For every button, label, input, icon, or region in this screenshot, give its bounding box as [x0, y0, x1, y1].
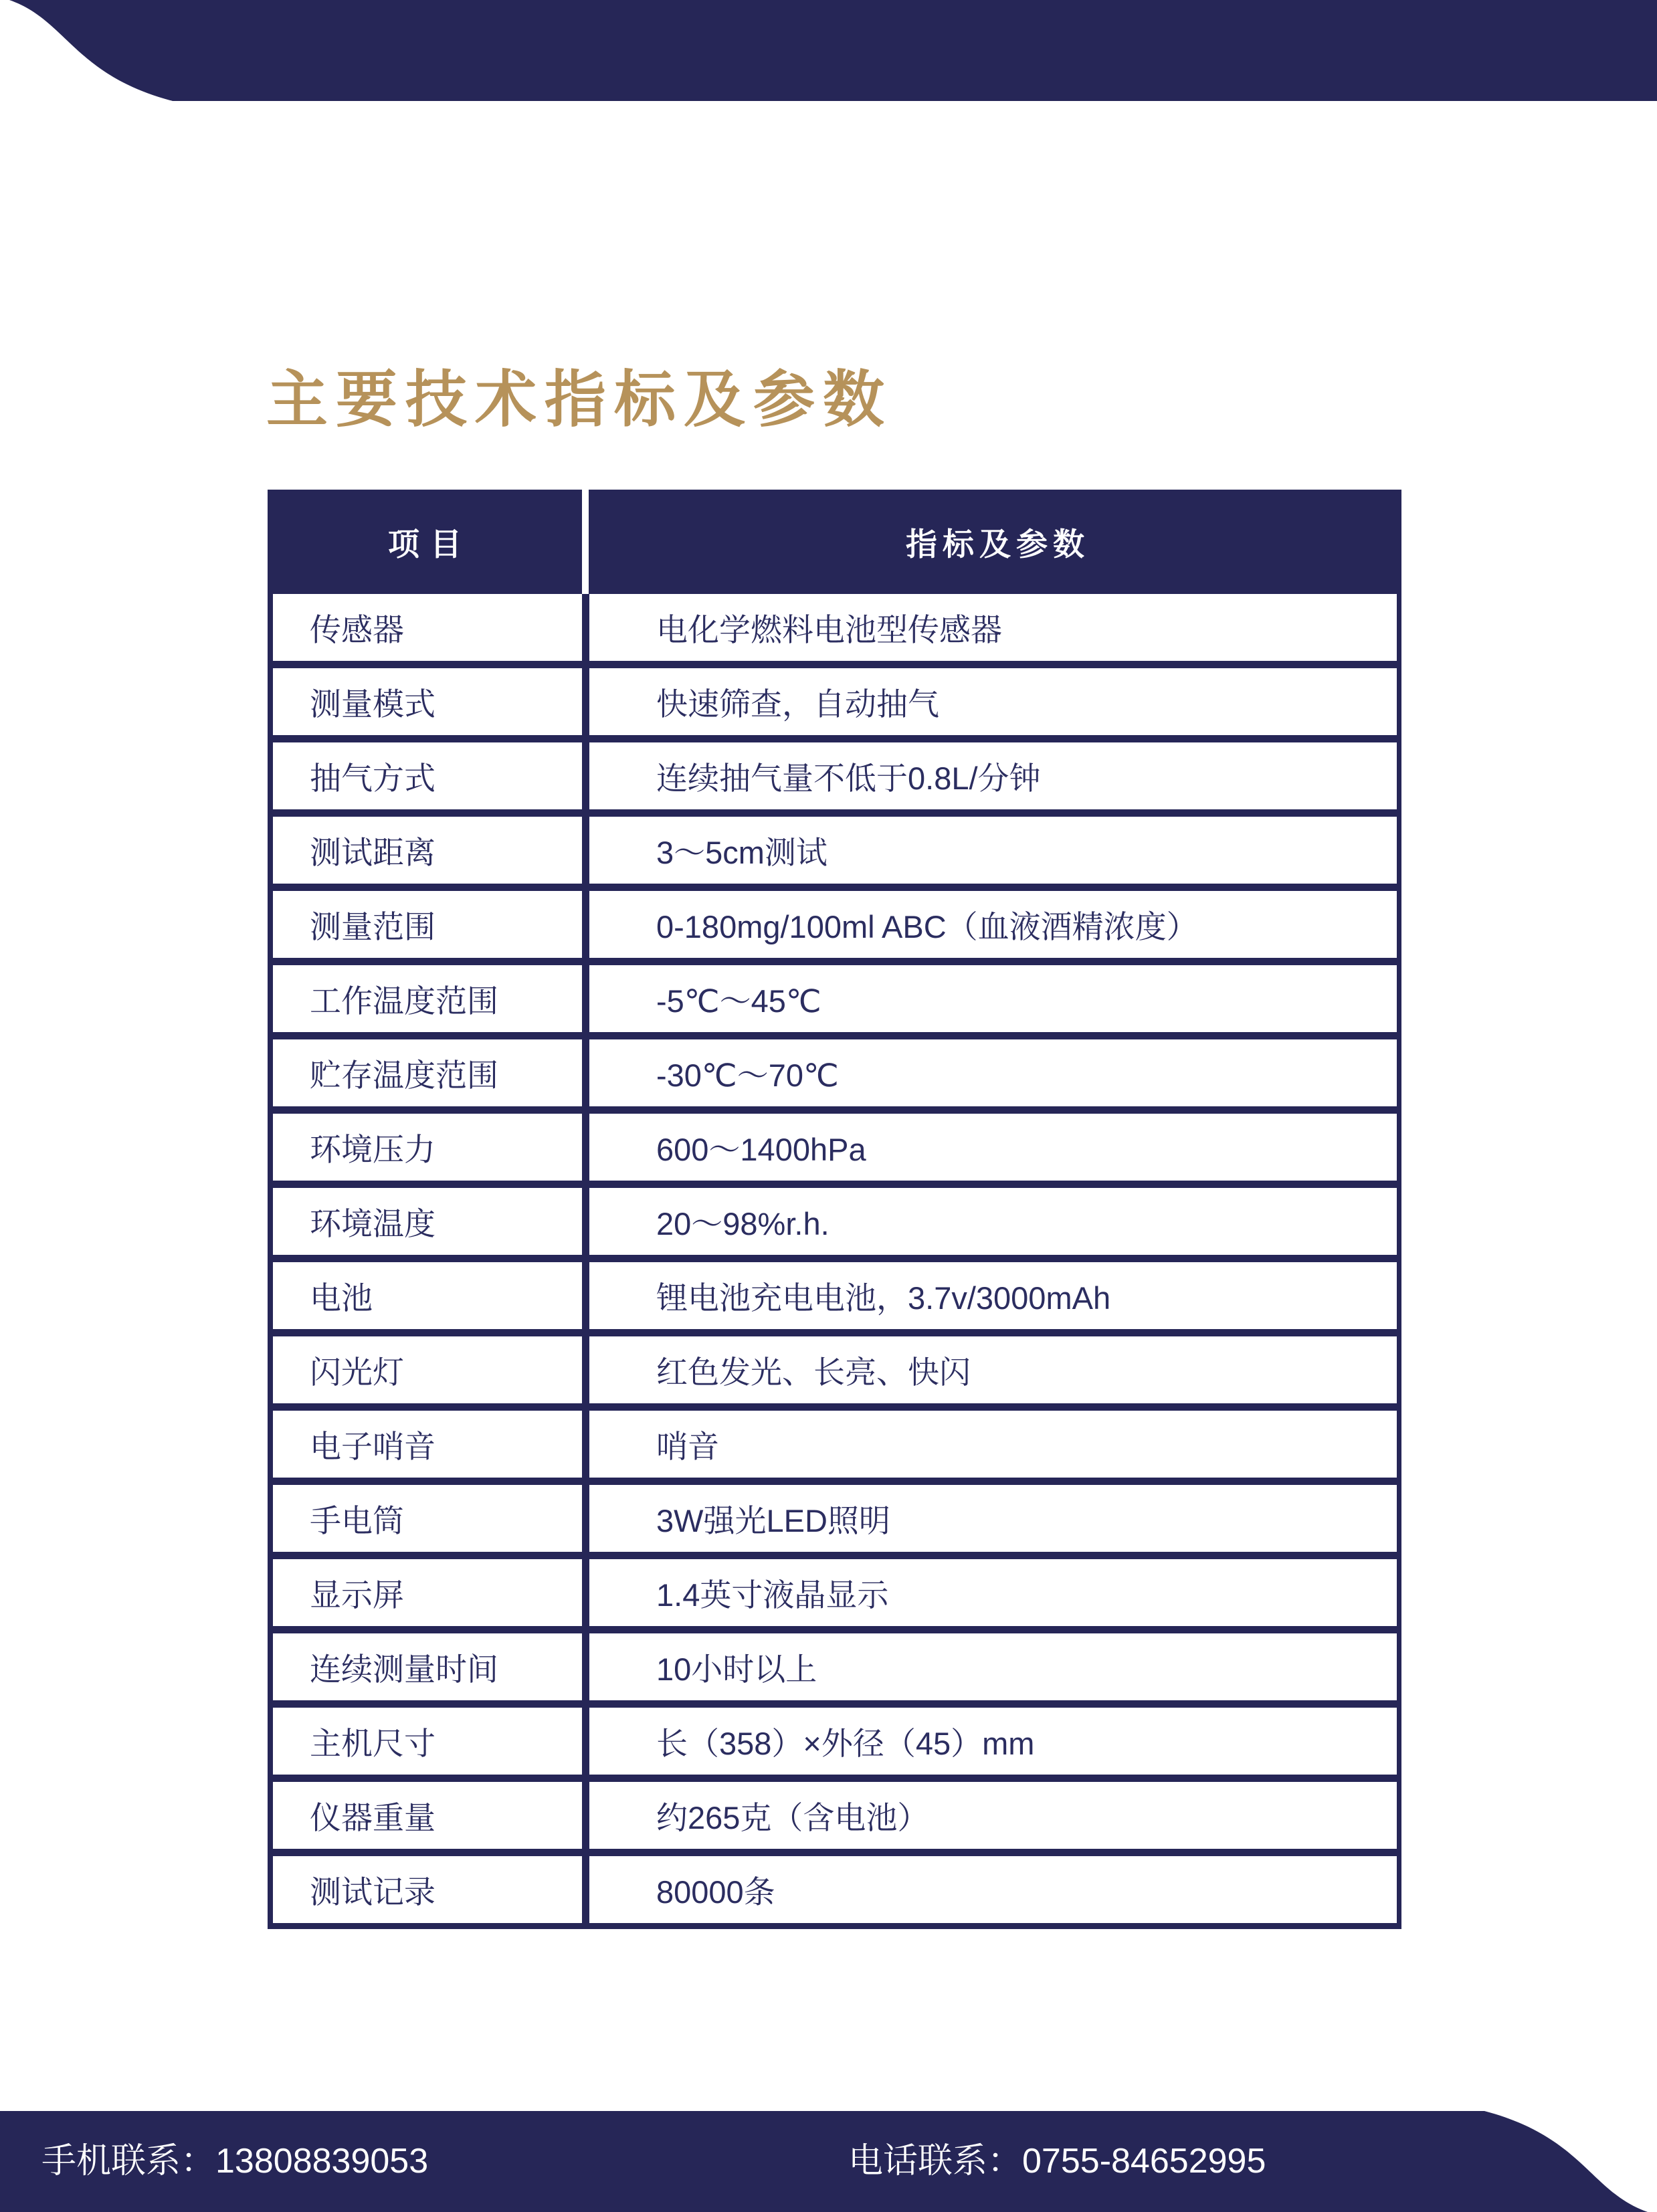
- table-cell-value: 约265克（含电池）: [589, 1782, 1397, 1849]
- table-cell-item: 抽气方式: [273, 742, 582, 809]
- table-cell-value: 0-180mg/100ml ABC（血液酒精浓度）: [589, 891, 1397, 958]
- table-cell-item: 环境温度: [273, 1188, 582, 1255]
- footer-mobile-contact: [41, 2111, 428, 2212]
- spec-table-body: [268, 594, 1401, 1929]
- table-cell-item: 电池: [273, 1262, 582, 1329]
- table-cell-item: 电子哨音: [273, 1411, 582, 1478]
- table-cell-item: 环境压力: [273, 1114, 582, 1181]
- header-swoosh-band: [0, 0, 1657, 101]
- page-title: 主要技术指标及参数: [266, 366, 893, 434]
- table-cell-value: -5℃～45℃: [589, 965, 1397, 1032]
- mobile-contact-number: 13808839053: [215, 2142, 429, 2181]
- table-cell-item: 闪光灯: [273, 1336, 582, 1403]
- table-cell-item: 显示屏: [273, 1559, 582, 1626]
- table-cell-value: 电化学燃料电池型传感器: [589, 594, 1397, 661]
- header-swoosh-shape: [9, 0, 1657, 101]
- table-cell-item: 测试记录: [273, 1856, 582, 1923]
- table-cell-value: 快速筛查，自动抽气: [589, 668, 1397, 735]
- table-cell-value: 连续抽气量不低于0.8L/分钟: [589, 742, 1397, 809]
- table-cell-value: 600～1400hPa: [589, 1114, 1397, 1181]
- table-cell-value: 3W强光LED照明: [589, 1485, 1397, 1552]
- table-cell-item: 仪器重量: [273, 1782, 582, 1849]
- footer-phone-contact: [848, 2111, 1266, 2212]
- table-cell-value: 红色发光、长亮、快闪: [589, 1336, 1397, 1403]
- table-cell-item: 贮存温度范围: [273, 1039, 582, 1106]
- header-column-divider: [582, 490, 589, 594]
- table-cell-item: 测试距离: [273, 817, 582, 884]
- table-cell-item: 工作温度范围: [273, 965, 582, 1032]
- table-cell-value: 80000条: [589, 1856, 1397, 1923]
- header-cell-item: 项目: [388, 526, 472, 562]
- spec-table-header-row: [268, 490, 1401, 594]
- table-cell-item: 连续测量时间: [273, 1633, 582, 1700]
- table-cell-value: 长（358）×外径（45）mm: [589, 1708, 1397, 1775]
- phone-contact-number: 0755-84652995: [1022, 2142, 1266, 2181]
- header-cell-value: 指标及参数: [906, 526, 1090, 562]
- table-cell-value: 哨音: [589, 1411, 1397, 1478]
- table-cell-item: 手电筒: [273, 1485, 582, 1552]
- phone-contact-label: 电话联系：: [848, 2142, 1023, 2181]
- table-cell-item: 测量模式: [273, 668, 582, 735]
- table-cell-item: 主机尺寸: [273, 1708, 582, 1775]
- table-cell-item: 测量范围: [273, 891, 582, 958]
- table-cell-value: 1.4英寸液晶显示: [589, 1559, 1397, 1626]
- table-cell-value: 20～98%r.h.: [589, 1188, 1397, 1255]
- mobile-contact-label: 手机联系：: [41, 2142, 216, 2181]
- table-cell-value: -30℃～70℃: [589, 1039, 1397, 1106]
- table-cell-item: 传感器: [273, 594, 582, 661]
- table-cell-value: 10小时以上: [589, 1633, 1397, 1700]
- table-cell-value: 锂电池充电电池，3.7v/3000mAh: [589, 1262, 1397, 1329]
- table-cell-value: 3～5cm测试: [589, 817, 1397, 884]
